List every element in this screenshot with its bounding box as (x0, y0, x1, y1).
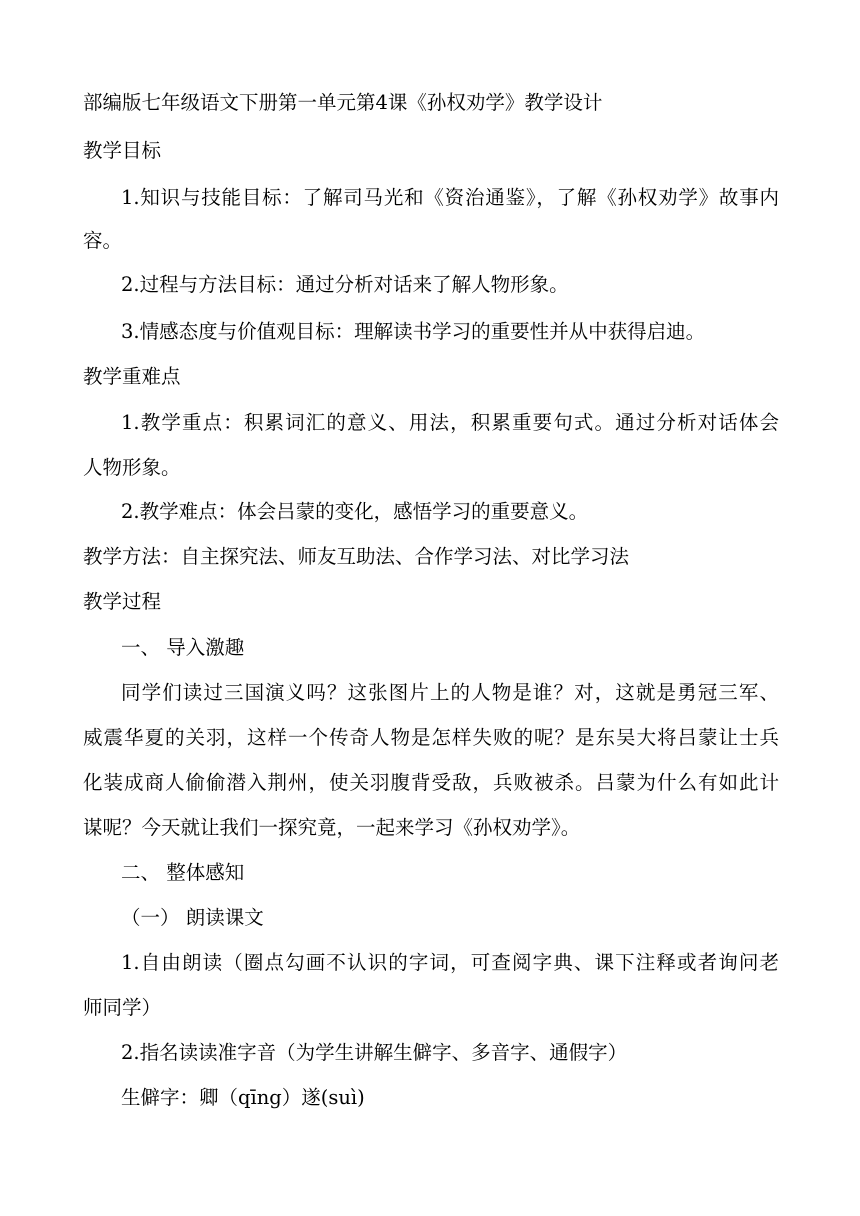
goal-item-1-line-1: 1.知识与技能目标：了解司马光和《资治通鉴》，了解《孙权劝学》故事内 (121, 186, 779, 209)
process-heading: 教学过程 (83, 590, 162, 613)
part-2-sub-1-heading: （一） 朗读课文 (121, 906, 264, 929)
key-points-heading: 教学重难点 (83, 365, 181, 388)
step-1-line-2: 师同学） (83, 996, 162, 1019)
rare-characters-line: 生僻字：卿（qīng）遂(suì) (121, 1086, 365, 1109)
step-2: 2.指名读读准字音（为学生讲解生僻字、多音字、通假字） (121, 1041, 628, 1064)
key-point-1-line-2: 人物形象。 (83, 456, 181, 479)
goal-item-2: 2.过程与方法目标：通过分析对话来了解人物形象。 (121, 273, 569, 296)
key-point-1-line-1: 1.教学重点：积累词汇的意义、用法，积累重要句式。通过分析对话体会 (121, 411, 779, 434)
part-1-heading: 一、 导入激趣 (121, 636, 245, 659)
goal-item-3: 3.情感态度与价值观目标：理解读书学习的重要性并从中获得启迪。 (121, 320, 706, 343)
part-2-heading: 二、 整体感知 (121, 861, 245, 884)
key-point-2: 2.教学难点：体会吕蒙的变化，感悟学习的重要意义。 (121, 500, 589, 523)
goal-item-1-line-2: 容。 (83, 229, 123, 252)
methods-line: 教学方法：自主探究法、师友互助法、合作学习法、对比学习法 (83, 545, 630, 568)
part-1-paragraph-line-1: 同学们读过三国演义吗？这张图片上的人物是谁？对，这就是勇冠三军、 (121, 681, 779, 704)
goals-heading: 教学目标 (83, 139, 162, 162)
part-1-paragraph-line-4: 谋呢？今天就让我们一探究竟，一起来学习《孙权劝学》。 (83, 816, 581, 839)
document-title: 部编版七年级语文下册第一单元第4课《孙权劝学》教学设计 (83, 91, 603, 114)
step-1-line-1: 1.自由朗读（圈点勾画不认识的字词，可查阅字典、课下注释或者询问老 (121, 951, 779, 974)
part-1-paragraph-line-3: 化装成商人偷偷潜入荆州，使关羽腹背受敌，兵败被杀。吕蒙为什么有如此计 (83, 771, 779, 794)
part-1-paragraph-line-2: 威震华夏的关羽，这样一个传奇人物是怎样失败的呢？是东吴大将吕蒙让士兵 (83, 726, 779, 749)
